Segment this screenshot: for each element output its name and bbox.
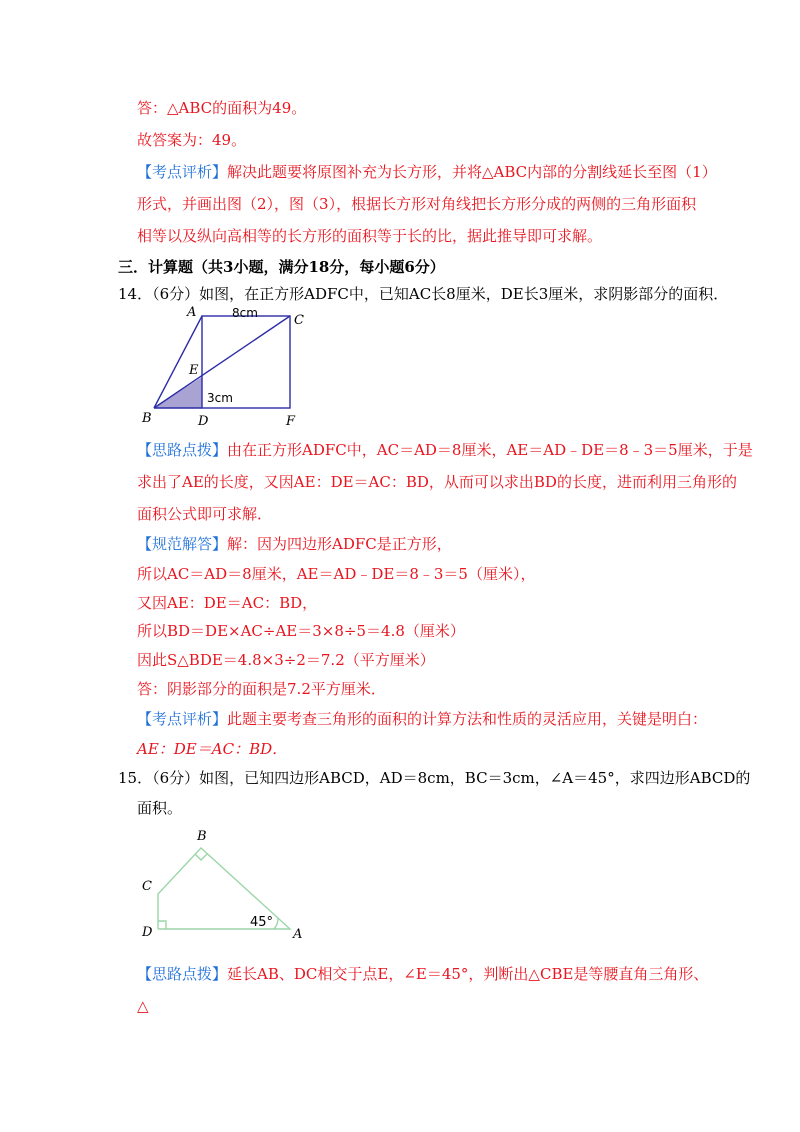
q14-guifan-text-1: 解：因为四边形ADFC是正方形， (227, 535, 452, 553)
prev-answer: 答：△ABC的面积为49。 (137, 99, 307, 117)
q15-stem-line-1: 15．（6分）如图，已知四边形ABCD，AD＝8cm，BC＝3cm，∠A＝45°，求四边形ABCD的 (118, 769, 751, 787)
q14-guifan-line-4: 所以BD＝DE×AC÷AE＝3×8÷5＝4.8（厘米） (137, 622, 465, 640)
label-d: D (198, 414, 209, 429)
prev-final-answer: 故答案为：49。 (137, 131, 247, 149)
q14-silu-line-1 (137, 440, 753, 460)
section-heading: 三．计算题（共3小题，满分18分，每小题6分） (118, 258, 445, 276)
label-e: E (189, 363, 199, 378)
q14-figure (140, 302, 320, 432)
q15-stem-line-2: 面积。 (137, 799, 183, 817)
label-b: B (197, 829, 207, 844)
label-a: A (293, 927, 303, 942)
prev-kaodian-text-1: 解决此题要将原图补充为长方形，并将△ABC内部的分割线延长至图（1） (227, 163, 717, 181)
label-45-degrees: 45° (250, 915, 274, 930)
q14-guifan-line-6: 答：阴影部分的面积是7.2平方厘米． (137, 680, 386, 698)
prev-kaodian-line-3: 相等以及纵向高相等的长方形的面积等于长的比，据此推导即可求解。 (137, 227, 603, 245)
q14-guifan-line-1 (137, 534, 452, 554)
q14-guifan-line-5: 因此S△BDE＝4.8×3÷2＝7.2（平方厘米） (137, 651, 435, 669)
prev-kaodian-line-1 (137, 162, 717, 182)
kaodian-tag: 【考点评析】 (137, 163, 228, 181)
silu-tag: 【思路点拨】 (137, 441, 228, 459)
guifan-tag: 【规范解答】 (137, 535, 228, 553)
q14-kaodian-line-1 (137, 709, 707, 729)
q14-silu-text-1: 由在正方形ADFC中，AC＝AD＝8厘米，AE＝AD﹣DE＝8﹣3＝5厘米，于是 (227, 441, 753, 459)
label-8cm: 8cm (232, 306, 258, 320)
q15-silu-text-1: 延长AB、DC相交于点E，∠E＝45°，判断出△CBE是等腰直角三角形、 (227, 965, 709, 983)
right-angle-d (158, 921, 166, 929)
angle-arc-a (274, 918, 278, 929)
q14-stem: 14．（6分）如图，在正方形ADFC中，已知AC长8厘米，DE长3厘米，求阴影部分的面积． (118, 285, 729, 303)
q14-guifan-line-3: 又因AE：DE＝AC：BD， (137, 594, 318, 612)
label-d: D (142, 925, 153, 940)
silu-tag: 【思路点拨】 (137, 965, 228, 983)
label-3cm: 3cm (207, 391, 233, 405)
q14-kaodian-text-1: 此题主要考查三角形的面积的计算方法和性质的灵活应用，关键是明白： (227, 710, 708, 728)
label-c: C (294, 313, 304, 328)
q14-kaodian-line-2: AE：DE＝AC：BD． (137, 740, 288, 758)
q15-silu-line-2: △ (137, 997, 149, 1015)
right-angle-b (195, 854, 207, 860)
q15-silu-line-1 (137, 964, 708, 984)
label-f: F (286, 414, 296, 429)
q14-guifan-line-2: 所以AC＝AD＝8厘米，AE＝AD﹣DE＝8﹣3＝5（厘米）， (137, 565, 536, 583)
label-c: C (142, 879, 152, 894)
kaodian-tag: 【考点评析】 (137, 710, 228, 728)
q14-silu-line-2: 求出了AE的长度，又因AE：DE＝AC：BD，从而可以求出BD的长度，进而利用三角形的 (137, 473, 737, 491)
q15-figure (138, 826, 313, 944)
label-b: B (142, 411, 152, 426)
q14-silu-line-3: 面积公式即可求解． (137, 505, 273, 523)
label-a: A (187, 305, 197, 320)
prev-kaodian-line-2: 形式，并画出图（2），图（3），根据长方形对角线把长方形分成的两侧的三角形面积 (137, 195, 697, 213)
